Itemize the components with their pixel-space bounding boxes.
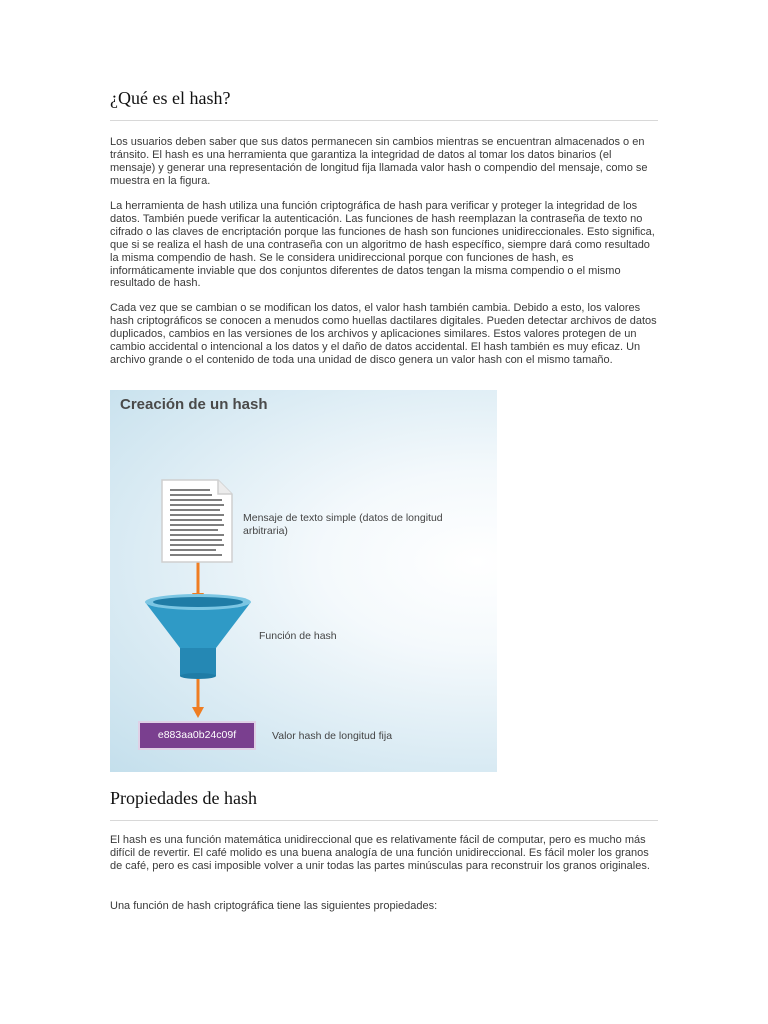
arrow-head-to-value <box>192 707 204 718</box>
funnel-icon <box>145 594 251 679</box>
hash-value-box: e883aa0b24c09f <box>138 721 256 750</box>
section-title-que-es-hash: ¿Qué es el hash? <box>110 88 658 121</box>
flow-arrows <box>110 390 497 772</box>
paragraph-integridad: Los usuarios deben saber que sus datos permanecen sin cambios mientras se encuentran almacenados o en tránsito. El hash es una herramienta que garantiza la integridad de datos al tomar los datos binarios (el mensaje) y generar una representación de longitud fija llamada valor hash o compendio del mensaje, como se muestra en la figura. <box>110 136 648 187</box>
hash-creation-figure <box>110 390 497 772</box>
paragraph-propiedades-intro: Una función de hash criptográfica tiene las siguientes propiedades: <box>110 900 438 912</box>
paragraph-funcion-matematica: El hash es una función matemática unidireccional que es relativamente fácil de computar, pero es mucho más difícil de revertir. El café molido es una buena analogía de una función unidireccional. Es fácil moler los granos de café, pero es casi imposible volver a unir todas las partes minúsculas para reconstruir los granos originales. <box>110 834 650 872</box>
document-icon <box>160 478 236 564</box>
hash-function-label: Función de hash <box>259 630 337 642</box>
paragraph-herramienta-hash: La herramienta de hash utiliza una función criptográfica de hash para verificar y proteger la integridad de los datos. También puede verificar la autenticación. Las funciones de hash reemplazan la contraseña de texto no cifrado o las claves de encriptación porque las funciones de hash son funciones unidireccionales. Esto significa, que si se realiza el hash de una contraseña con un algoritmo de hash específico, siempre dará como resultado la misma compendio de hash. Se le considera unidireccional porque con funciones de hash, es informáticamente inviable que dos conjuntos diferentes de datos tengan la misma compendio o el mismo resultado de hash. <box>110 200 655 290</box>
figure-title: Creación de un hash <box>120 396 268 413</box>
paragraph-huellas-digitales: Cada vez que se cambian o se modifican los datos, el valor hash también cambia. Debido a esto, los valores hash criptográficos se conocen a menudos como huellas dactilares digitales. Pueden detectar archivos de datos duplicados, cambios en las versiones de los archivos y aplicaciones similares. Estos valores protegen de un cambio accidental o intencional a los datos y el daño de datos accidental. El hash también es muy eficaz. Un archivo grande o el contenido de toda una unidad de disco genera un valor hash con el mismo tamaño. <box>110 302 657 366</box>
section-title-propiedades-hash: Propiedades de hash <box>110 788 658 821</box>
plain-text-message-label: Mensaje de texto simple (datos de longitud arbitraria) <box>243 512 443 537</box>
fixed-length-hash-label: Valor hash de longitud fija <box>272 730 393 742</box>
